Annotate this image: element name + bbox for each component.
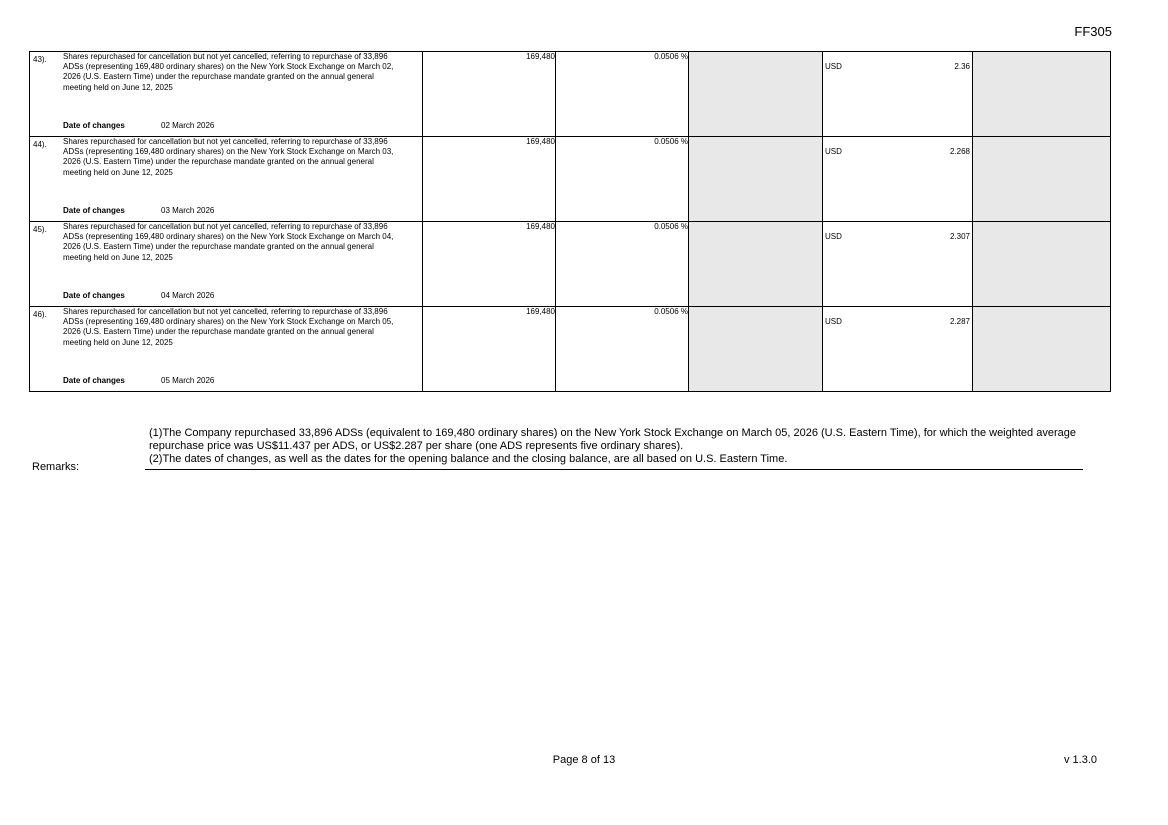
table-row [30,222,1111,307]
row-description: Shares repurchased for cancellation but not yet cancelled, referring to repurchase of 33,896 ADSs (representing 169,480 ordinary shares) on the New York Stock Exchange on March 03, 2026 (U.S. Eastern Time) under the repurchase mandate granted on the annual general meeting held on June 12, 2025 [63,137,394,177]
row-description: Shares repurchased for cancellation but not yet cancelled, referring to repurchase of 33,896 ADSs (representing 169,480 ordinary shares) on the New York Stock Exchange on March 02, 2026 (U.S. Eastern Time) under the repurchase mandate granted on the annual general meeting held on June 12, 2025 [63,52,394,92]
description-cell [30,222,423,307]
date-of-changes-label: Date of changes [63,291,125,300]
shaded-cell [689,52,823,137]
page-number: Page 8 of 13 [552,754,616,766]
shares-cell: 169,480 [423,52,556,137]
version-label: v 1.3.0 [1063,754,1097,766]
shaded-cell [689,222,823,307]
price-cell [823,307,973,392]
shares-cell: 169,480 [423,137,556,222]
date-of-changes-value: 04 March 2026 [161,291,215,300]
shaded-cell [973,307,1111,392]
remarks-label: Remarks: [32,461,80,473]
price-value: 2.268 [949,147,970,156]
currency-code: USD [825,147,842,156]
date-of-changes-label: Date of changes [63,121,125,130]
price-value: 2.287 [949,317,970,326]
date-of-changes-label: Date of changes [63,206,125,215]
remark-1: (1)The Company repurchased 33,896 ADSs (equivalent to 169,480 ordinary shares) on the New York Stock Exchange on March 05, 2026 (U.S. Eastern Time), for which the weighted average repurchase price was US$11.437 per ADS, or US$2.287 per share (one ADS represents five ordinary shares). [149,427,1076,452]
remarks-divider [145,469,1083,470]
date-of-changes-value: 05 March 2026 [161,376,215,385]
share-changes-table [29,51,1111,392]
remark-2: (2)The dates of changes, as well as the dates for the opening balance and the closing balance, are all based on U.S. Eastern Time. [149,453,788,465]
row-number: 45). [33,225,47,234]
description-cell [30,137,423,222]
date-of-changes-label: Date of changes [63,376,125,385]
shares-cell: 169,480 [423,222,556,307]
row-number: 43). [33,55,47,64]
form-code: FF305 [1074,24,1112,39]
currency-code: USD [825,62,842,71]
currency-code: USD [825,317,842,326]
currency-code: USD [825,232,842,241]
price-cell [823,52,973,137]
percent-cell: 0.0506 % [556,52,689,137]
percent-cell: 0.0506 % [556,137,689,222]
percent-cell: 0.0506 % [556,307,689,392]
date-of-changes-value: 03 March 2026 [161,206,215,215]
price-cell [823,222,973,307]
description-cell [30,307,423,392]
percent-cell: 0.0506 % [556,222,689,307]
shaded-cell [689,307,823,392]
row-number: 44). [33,140,47,149]
price-value: 2.307 [949,232,970,241]
date-of-changes-value: 02 March 2026 [161,121,215,130]
row-number: 46). [33,310,47,319]
row-description: Shares repurchased for cancellation but not yet cancelled, referring to repurchase of 33,896 ADSs (representing 169,480 ordinary shares) on the New York Stock Exchange on March 04, 2026 (U.S. Eastern Time) under the repurchase mandate granted on the annual general meeting held on June 12, 2025 [63,222,394,262]
shares-cell: 169,480 [423,307,556,392]
remarks-text [149,427,1083,466]
shaded-cell [973,52,1111,137]
price-cell [823,137,973,222]
shaded-cell [689,137,823,222]
shaded-cell [973,222,1111,307]
table-row [30,52,1111,137]
shaded-cell [973,137,1111,222]
price-value: 2.36 [954,62,970,71]
table-row [30,307,1111,392]
row-description: Shares repurchased for cancellation but not yet cancelled, referring to repurchase of 33,896 ADSs (representing 169,480 ordinary shares) on the New York Stock Exchange on March 05, 2026 (U.S. Eastern Time) under the repurchase mandate granted on the annual general meeting held on June 12, 2025 [63,307,394,347]
table-row [30,137,1111,222]
description-cell [30,52,423,137]
